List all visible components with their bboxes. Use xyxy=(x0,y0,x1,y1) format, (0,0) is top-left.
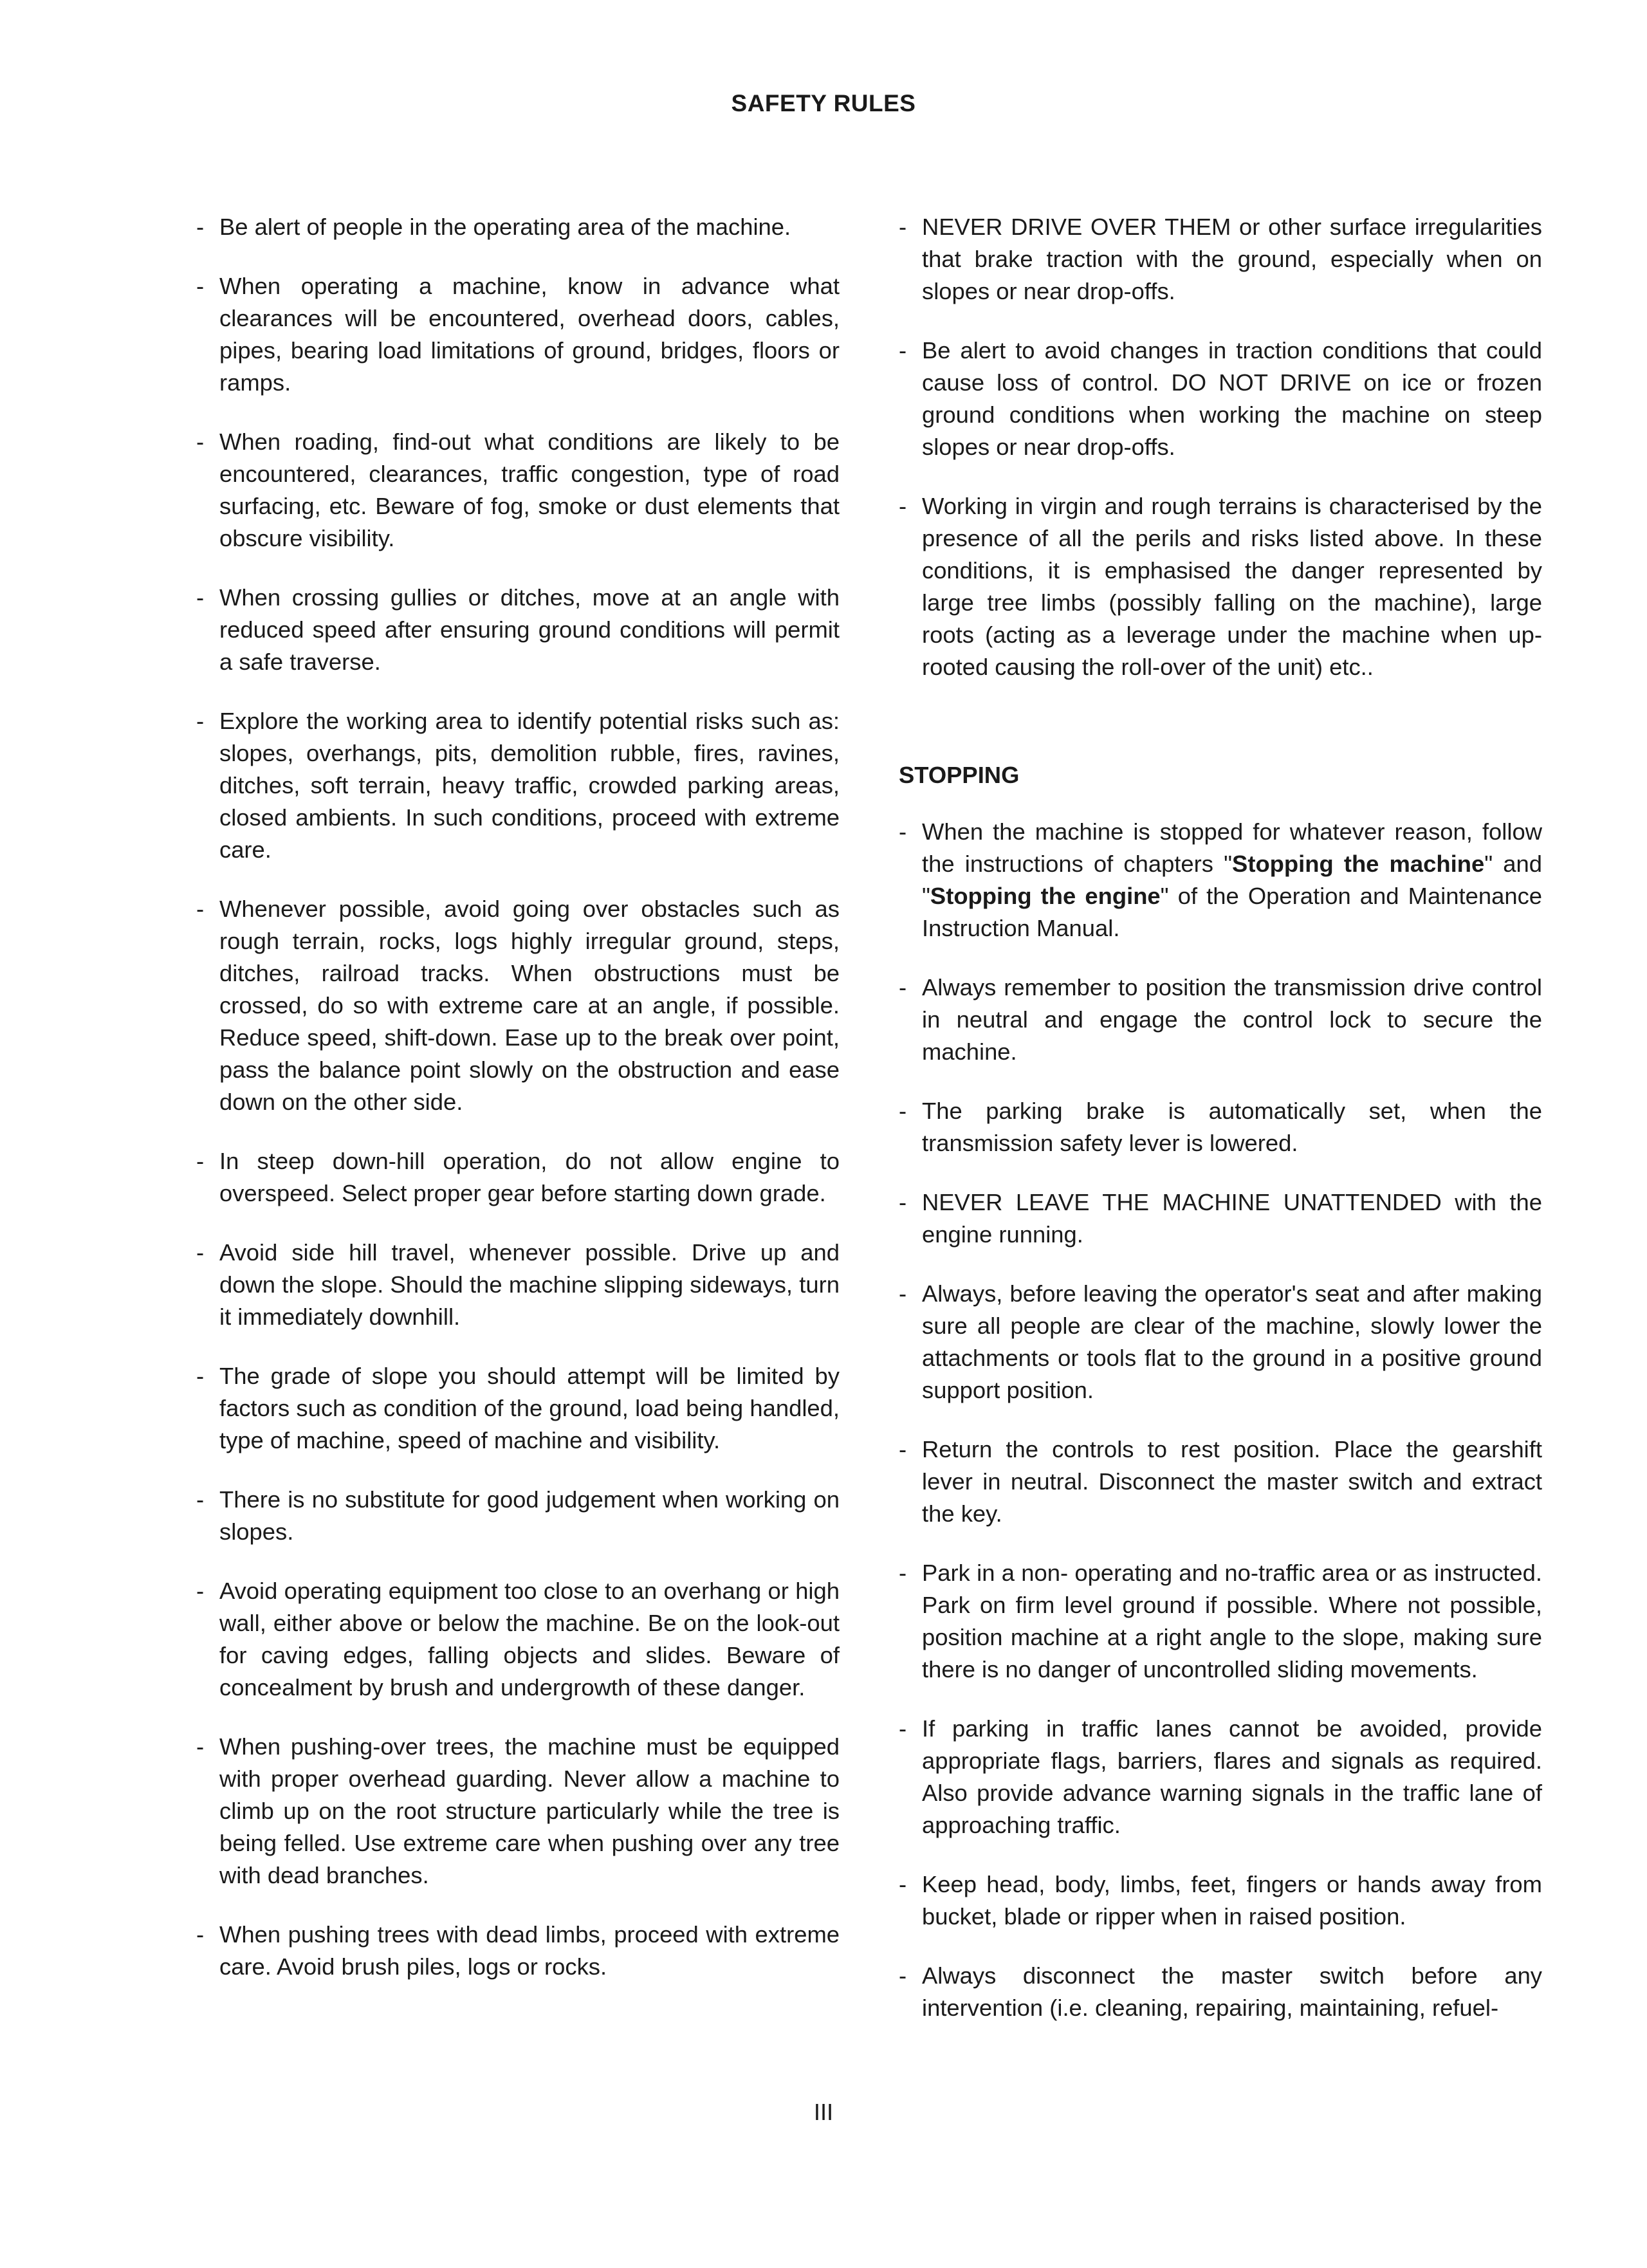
left-rules-list xyxy=(196,211,840,1983)
list-item: - In steep down-hill operation, do not allow engine to overspeed. Select proper gear before starting down grade. xyxy=(196,1145,840,1210)
list-item: - When crossing gullies or ditches, move at an angle with reduced speed after ensuring ground conditions will permit a safe traverse. xyxy=(196,582,840,678)
list-item: - Always, before leaving the operator's seat and after making sure all people are clear of the machine, slowly lower the attachments or tools flat to the ground in a positive ground support position. xyxy=(899,1278,1542,1406)
text-span: " and " xyxy=(922,851,1542,909)
bold-chapter-name: Stopping the machine xyxy=(1232,851,1485,877)
list-item: - The grade of slope you should attempt will be limited by factors such as condition of the ground, load being handled, type of machine, speed of machine and visibility. xyxy=(196,1360,840,1457)
list-item: - Working in virgin and rough terrains is characterised by the presence of all the perils and risks listed above. In these conditions, it is emphasised the danger represented by large tree limbs (possibly falling on the machine), large roots (acting as a leverage under the machine when up-rooted causing the roll-over of the unit) etc.. xyxy=(899,490,1542,683)
list-item: - Be alert of people in the operating area of the machine. xyxy=(196,211,840,243)
left-column xyxy=(196,211,840,2010)
right-column xyxy=(899,211,1542,2051)
list-item: - Be alert to avoid changes in traction conditions that could cause loss of control. DO NOT DRIVE on ice or frozen ground conditions when working the machine on steep slopes or near drop-offs. xyxy=(899,335,1542,463)
list-item: - Avoid side hill travel, whenever possible. Drive up and down the slope. Should the machine slipping sideways, turn it immediately downhill. xyxy=(196,1237,840,1333)
list-item: - When operating a machine, know in advance what clearances will be encountered, overhead doors, cables, pipes, bearing load limitations of ground, bridges, floors or ramps. xyxy=(196,270,840,399)
list-item: - When pushing-over trees, the machine must be equipped with proper overhead guarding. Never allow a machine to climb up on the root structure particularly while the tree is being felled. Use extreme care when pushing over any tree with dead branches. xyxy=(196,1731,840,1892)
list-item: - NEVER LEAVE THE MACHINE UNATTENDED with the engine running. xyxy=(899,1186,1542,1251)
bold-chapter-name: Stopping the engine xyxy=(930,883,1161,909)
stopping-rules-list xyxy=(899,816,1542,2024)
stopping-heading: STOPPING xyxy=(899,762,1020,788)
list-item: - If parking in traffic lanes cannot be avoided, provide appropriate flags, barriers, flares and signals as required. Also provide advance warning signals in the traffic lane of approaching traffic. xyxy=(899,1713,1542,1841)
list-item: - NEVER DRIVE OVER THEM or other surface irregularities that brake traction with the ground, especially when on slopes or near drop-offs. xyxy=(899,211,1542,308)
list-item: - Keep head, body, limbs, feet, fingers or hands away from bucket, blade or ripper when in raised position. xyxy=(899,1868,1542,1933)
list-item: - Explore the working area to identify potential risks such as: slopes, overhangs, pits, demolition rubble, fires, ravines, ditches, soft terrain, heavy traffic, crowded parking areas, closed ambients. In such conditions, proceed with extreme care. xyxy=(196,705,840,866)
list-item: - Park in a non- operating and no-traffic area or as instructed. Park on firm level ground if possible. Where not possible, position machine at a right angle to the slope, making sure there is no danger of uncontrolled sliding movements. xyxy=(899,1557,1542,1686)
text-span: When the machine is stopped for whatever reason, follow the instructions of chapters " xyxy=(922,818,1542,877)
right-rules-list xyxy=(899,211,1542,683)
list-item xyxy=(899,816,1542,945)
page-number: III xyxy=(813,2099,834,2125)
list-item: - Always disconnect the master switch before any intervention (i.e. cleaning, repairing, maintaining, refuel- xyxy=(899,1960,1542,2024)
list-item: - Whenever possible, avoid going over obstacles such as rough terrain, rocks, logs highly irregular ground, steps, ditches, railroad tracks. When obstructions must be crossed, do so with extreme care at an angle, if possible. Reduce speed, shift-down. Ease up to the break over point, pass the balance point slowly on the obstruction and ease down on the other side. xyxy=(196,893,840,1118)
list-item: - When roading, find-out what conditions are likely to be encountered, clearances, traffic congestion, type of road surfacing, etc. Beware of fog, smoke or dust elements that obscure visibility. xyxy=(196,426,840,555)
list-item: - There is no substitute for good judgement when working on slopes. xyxy=(196,1484,840,1548)
list-item: - The parking brake is automatically set, when the transmission safety lever is lowered. xyxy=(899,1095,1542,1159)
list-item: - Always remember to position the transmission drive control in neutral and engage the control lock to secure the machine. xyxy=(899,972,1542,1068)
text-span: " of the Operation and Maintenance Instruction Manual. xyxy=(922,883,1543,941)
list-item: - Avoid operating equipment too close to an overhang or high wall, either above or below the machine. Be on the look-out for caving edges, falling objects and slides. Beware of concealment by brush and undergrowth of these danger. xyxy=(196,1575,840,1704)
page-title: SAFETY RULES xyxy=(731,90,916,116)
list-item: - Return the controls to rest position. Place the gearshift lever in neutral. Disconnect the master switch and extract the key. xyxy=(899,1434,1542,1530)
list-item: - When pushing trees with dead limbs, proceed with extreme care. Avoid brush piles, logs or rocks. xyxy=(196,1919,840,1983)
